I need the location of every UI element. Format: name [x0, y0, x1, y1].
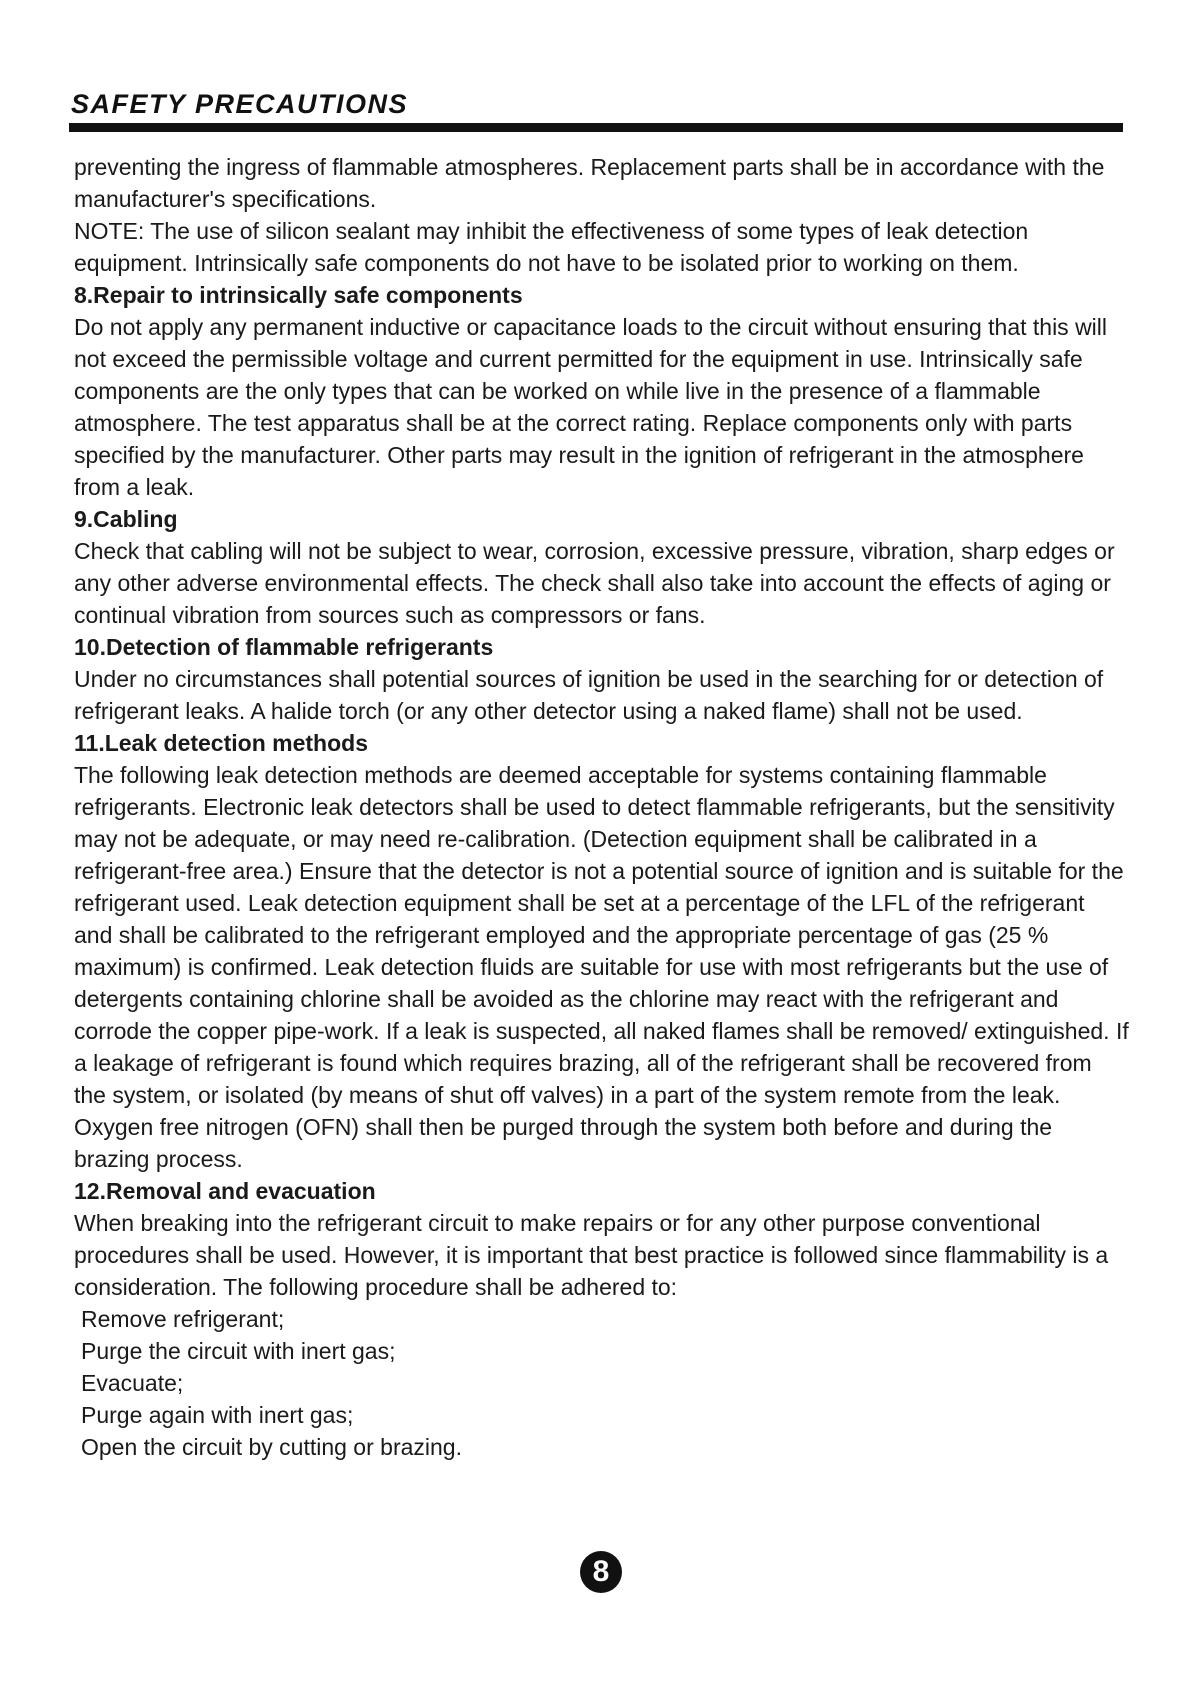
section-heading-8: 8.Repair to intrinsically safe components — [74, 282, 523, 308]
page-title: SAFETY PRECAUTIONS — [71, 89, 409, 119]
note-paragraph: NOTE: The use of silicon sealant may inhibit the effectiveness of some types of leak detection equipment. Intrinsically safe components do not have to be isolated prior to working on them. — [74, 218, 1029, 276]
header-divider — [69, 123, 1123, 132]
section-body-11: The following leak detection methods are deemed acceptable for systems containing flammable refrigerants. Electronic leak detectors shall be used to detect flammable refrigerants, but the sensitivity may not be adequate, or may need re-calibration. (Detection equipment shall be calibrated in a refrigerant-free area.) Ensure that the detector is not a potential source of ignition and is suitable for the refrigerant used. Leak detection equipment shall be set at a percentage of the LFL of the refrigerant and shall be calibrated to the refrigerant employed and the appropriate percentage of gas (25 % maximum) is confirmed. Leak detection fluids are suitable for use with most refrigerants but the use of detergents containing chlorine shall be avoided as the chlorine may react with the refrigerant and corrode the copper pipe-work. If a leak is suspected, all naked flames shall be removed/ extinguished. If a leakage of refrigerant is found which requires brazing, all of the refrigerant shall be recovered from the system, or isolated (by means of shut off valves) in a part of the system remote from the leak. Oxygen free nitrogen (OFN) shall then be purged through the system both before and during the brazing process. — [74, 762, 1129, 1172]
page-number-badge: 8 — [580, 1551, 622, 1593]
procedure-step: Remove refrigerant; — [81, 1306, 285, 1332]
intro-paragraph: preventing the ingress of flammable atmospheres. Replacement parts shall be in accordance with the manufacturer's specifications. — [74, 154, 1105, 212]
procedure-step: Evacuate; — [81, 1370, 184, 1396]
section-body-9: Check that cabling will not be subject to wear, corrosion, excessive pressure, vibration, sharp edges or any other adverse environmental effects. The check shall also take into account the effects of aging or continual vibration from sources such as compressors or fans. — [74, 538, 1115, 628]
section-body-8: Do not apply any permanent inductive or capacitance loads to the circuit without ensuring that this will not exceed the permissible voltage and current permitted for the equipment in use. Intrinsically safe components are the only types that can be worked on while live in the presence of a flammable atmosphere. The test apparatus shall be at the correct rating. Replace components only with parts specified by the manufacturer. Other parts may result in the ignition of refrigerant in the atmosphere from a leak. — [74, 314, 1108, 500]
section-heading-11: 11.Leak detection methods — [74, 730, 368, 756]
procedure-step: Purge the circuit with inert gas; — [81, 1338, 396, 1364]
document-body — [74, 151, 1129, 1463]
section-body-10: Under no circumstances shall potential sources of ignition be used in the searching for or detection of refrigerant leaks. A halide torch (or any other detector using a naked flame) shall not be used. — [74, 666, 1104, 724]
section-heading-10: 10.Detection of flammable refrigerants — [74, 634, 494, 660]
section-body-12: When breaking into the refrigerant circuit to make repairs or for any other purpose conventional procedures shall be used. However, it is important that best practice is followed since flammability is a consideration. The following procedure shall be adhered to: — [74, 1210, 1109, 1300]
section-heading-9: 9.Cabling — [74, 506, 178, 532]
procedure-step: Open the circuit by cutting or brazing. — [81, 1434, 462, 1460]
procedure-step: Purge again with inert gas; — [81, 1402, 354, 1428]
section-heading-12: 12.Removal and evacuation — [74, 1178, 376, 1204]
